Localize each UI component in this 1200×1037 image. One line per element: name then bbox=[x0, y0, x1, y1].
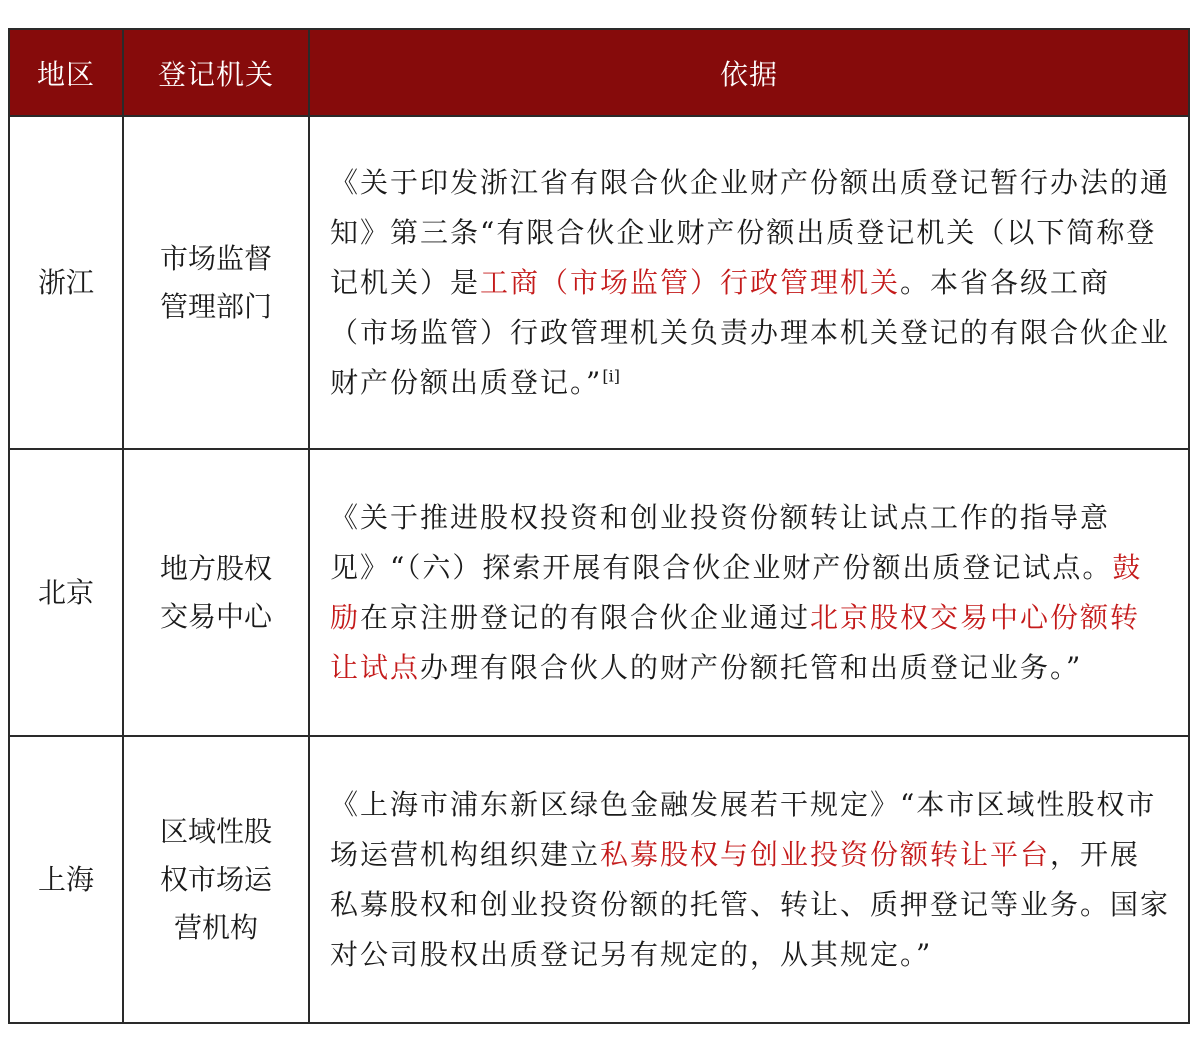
basis-text: 《关于印发浙江省有限合伙企业财产份额出质登记暂行办法的通知》第三条“有限合伙企业财产份额出质登记机关（以下简称登记机关）是 bbox=[330, 165, 1171, 299]
header-row bbox=[9, 29, 1189, 116]
authority-cell bbox=[123, 116, 309, 449]
basis-cell bbox=[309, 449, 1189, 736]
basis-highlight: 私募股权与创业投资份额转让平台 bbox=[600, 837, 1051, 871]
basis-text: 办理有限合伙人的财产份额托管和出质登记业务。” bbox=[420, 650, 1083, 684]
table-row bbox=[9, 116, 1189, 449]
basis-text: 。本省各级工商（市场监管）行政管理机关负责办理本机关登记的有限合伙企业财产份额出质登记。” bbox=[330, 265, 1171, 399]
basis-text: 《上海市浦东新区绿色金融发展若干规定》“本市区域性股权市场运营机构组织建立 bbox=[330, 787, 1157, 871]
authority-line: 市场监督 bbox=[159, 241, 272, 275]
basis-highlight: 工商（市场监管）行政管理机关 bbox=[480, 265, 901, 299]
authority-line: 管理部门 bbox=[159, 289, 272, 323]
basis-cell bbox=[309, 116, 1189, 449]
authority-line: 营机构 bbox=[173, 910, 258, 944]
authority-line: 权市场运 bbox=[159, 862, 272, 896]
region-cell: 上海 bbox=[9, 736, 123, 1023]
authority-cell bbox=[123, 736, 309, 1023]
authority-line: 地方股权 bbox=[159, 551, 272, 585]
basis-text: ，开展私募股权和创业投资份额的托管、转让、质押登记等业务。国家对公司股权出质登记另有规定的，从其规定。” bbox=[330, 837, 1171, 971]
basis-highlight: 鼓励 bbox=[330, 550, 1143, 634]
header-region: 地区 bbox=[9, 29, 123, 116]
basis-highlight: 北京股权交易中心份额转让试点 bbox=[330, 600, 1141, 684]
basis-cell bbox=[309, 736, 1189, 1023]
header-authority: 登记机关 bbox=[123, 29, 309, 116]
basis-text: 在京注册登记的有限合伙企业通过 bbox=[360, 600, 811, 634]
header-basis: 依据 bbox=[309, 29, 1189, 116]
basis-text: 《关于推进股权投资和创业投资份额转让试点工作的指导意见》“（六）探索开展有限合伙企业财产份额出质登记试点。 bbox=[330, 500, 1113, 584]
region-cell: 北京 bbox=[9, 449, 123, 736]
footnote-ref: [i] bbox=[602, 366, 620, 386]
table-row bbox=[9, 736, 1189, 1023]
authority-line: 区域性股 bbox=[159, 814, 272, 848]
table-row bbox=[9, 449, 1189, 736]
authority-cell bbox=[123, 449, 309, 736]
region-cell: 浙江 bbox=[9, 116, 123, 449]
registration-table bbox=[8, 28, 1190, 1024]
authority-line: 交易中心 bbox=[159, 599, 272, 633]
